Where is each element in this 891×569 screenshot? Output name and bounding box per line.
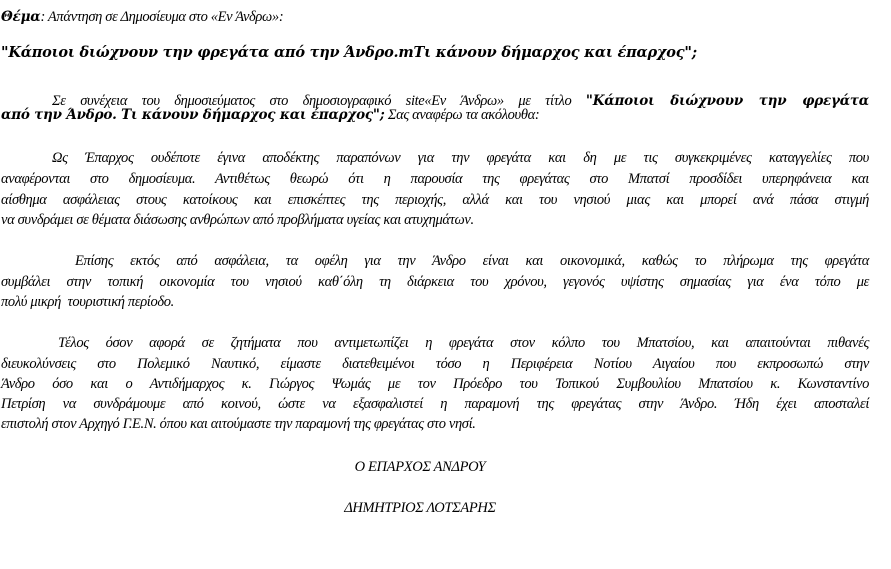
paragraph-3-line: Πετρίση να συνδράμουμε από κοινού, ώστε να εξασφαλιστεί η παραμονή της φρεγάτας στην Άνδρο. Ήδη έχει αποσταλεί bbox=[1, 396, 869, 412]
paragraph-2-line: συμβάλει στην τοπική οικονομία του νησιού καθ΄όλη τη διάρκεια του χρόνου, γεγονός υψίστης σημασίας για ένα τόπο με bbox=[1, 274, 869, 290]
intro-quote-end: από την Άνδρο. Τι κάνουν δήμαρχος και έπαρχος"; bbox=[1, 107, 385, 123]
signature-name: ΔΗΜΗΤΡΙΟΣ ΛΟΤΣΑΡΗΣ bbox=[344, 500, 496, 516]
intro-line-2 bbox=[1, 106, 869, 124]
subject-line bbox=[1, 8, 869, 26]
paragraph-3-line: επιστολή στον Αρχηγό Γ.Ε.Ν. όπου και αιτούμαστε την παραμονή της φρεγάτας στο νησί. bbox=[1, 416, 476, 432]
paragraph-2-line: πολύ μικρή τουριστική περίοδο. bbox=[1, 294, 174, 310]
paragraph-1-line: αίσθημα ασφάλειας στους κατοίκους και επισκέπτες της περιοχής, αλλά και του νησιού μιας και μπορεί ανά πάσα στιγμή bbox=[1, 192, 869, 208]
signature-title: Ο ΕΠΑΡΧΟΣ ΑΝΔΡΟΥ bbox=[354, 459, 486, 475]
paragraph-3-line: Άνδρο όσο και ο Αντιδήμαρχος κ. Γιώργος Ψωμάς με τον Πρόεδρο του Τοπικού Συμβουλίου Μπατσίου κ. Κωνσταντίνο bbox=[1, 376, 869, 392]
subject-text: : Απάντηση σε Δημοσίευμα στο «Εν Άνδρω»: bbox=[40, 9, 284, 25]
headline: "Κάποιοι διώχνουν την φρεγάτα από την Άνδρο.mΤι κάνουν δήμαρχος και έπαρχος"; bbox=[1, 44, 697, 61]
intro-text: Σε συνέχεια του δημοσιεύματος στο δημοσιογραφικό site«Εν Άνδρω» με τίτλο bbox=[52, 93, 586, 109]
paragraph-3-line: Τέλος όσον αφορά σε ζητήματα που αντιμετωπίζει η φρεγάτα στον κόλπο του Μπατσίου, και απαιτούνται πιθανές bbox=[58, 335, 869, 351]
paragraph-2-line: Επίσης εκτός από ασφάλεια, τα οφέλη για την Άνδρο είναι και οικονομικά, καθώς το πλήρωμα της φρεγάτα bbox=[75, 253, 869, 269]
intro-text-end: Σας αναφέρω τα ακόλουθα: bbox=[384, 107, 540, 123]
subject-label: Θέμα bbox=[1, 9, 41, 25]
intro-quote: "Κάποιοι διώχνουν την φρεγάτα bbox=[585, 93, 869, 109]
paragraph-1-line: να συνδράμει σε θέματα διάσωσης ανθρώπων από προβλήματα υγείας και ατυχημάτων. bbox=[1, 212, 474, 228]
paragraph-1-line: Ως Έπαρχος ουδέποτε έγινα αποδέκτης παραπόνων για την φρεγάτα και δη με τις συγκεκριμένες καταγγελίες που bbox=[52, 150, 869, 166]
paragraph-1-line: αναφέρονται στο δημοσίευμα. Αντιθέτως θεωρώ ότι η παρουσία της φρεγάτας στο Μπατσί προσδίδει υπερηφάνεια και bbox=[1, 171, 869, 187]
paragraph-3-line: διευκολύνσεις στο Πολεμικό Ναυτικό, είμαστε διατεθειμένοι τόσο η Περιφέρεια Νοτίου Αιγαίου που εκπροσωπώ στην bbox=[1, 356, 869, 372]
